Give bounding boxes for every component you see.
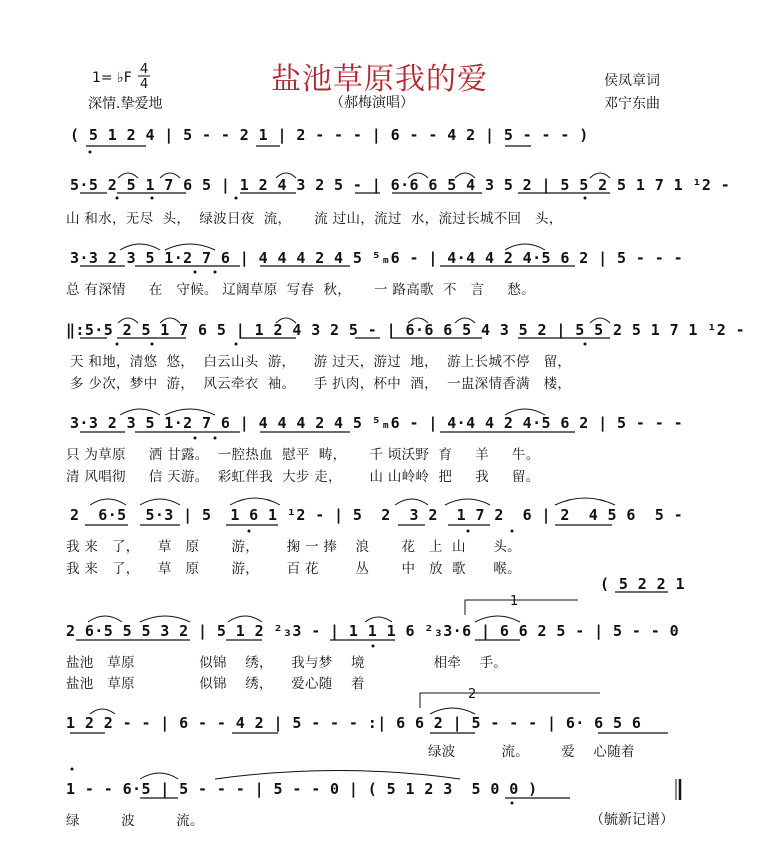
lyric-line-7a: 盐池 草原 似锦 绣， 我与梦 境 相牵 手。	[66, 655, 508, 671]
lyric-line-6a: 我 来 了， 草 原 游， 掬 一 捧 浪 花 上 山 头。	[66, 539, 521, 555]
score-line-5: 3·3 2 3 5 1·2 7 6 | 4 4 4 2 4 5 ⁵ₘ6 - | 4·4 4 2 4·5 6 2 | 5 - - -	[70, 414, 683, 432]
meter-bottom: 4	[140, 77, 149, 92]
score-line-6-pickup: ( 5 2 2 1	[600, 575, 685, 593]
score-line-9: 1 - - 6·5 | 5 - - - | 5 - - 0 | ( 5 1 2 3 5 0 0 )	[66, 780, 538, 798]
volta-2-label: 2	[468, 687, 477, 702]
score-line-2: 5·5 2 5 1 7 6 5 | 1 2 4 3 2 5 - | 6·6 6 5 4 3 5 2 | 5 5 2 5 1 7 1 ¹2 -	[70, 176, 731, 194]
lyric-line-9: 绿 波 流。	[66, 813, 204, 829]
score-line-3: 3·3 2 3 5 1·2 7 6 | 4 4 4 2 4 5 ⁵ₘ6 - | 4·4 4 2 4·5 6 2 | 5 - - -	[70, 249, 683, 267]
lyric-line-2: 山 和水，无尽 头， 绿波日夜 流， 流 过山，流过 水，流过长城不回 头，	[66, 211, 563, 227]
lyric-line-8: 绿波 流。 爱 心随着	[428, 744, 635, 760]
score-line-4: ‖:5·5 2 5 1 7 6 5 | 1 2 4 3 2 5 - | 6·6 6 5 4 3 5 2 | 5 5 2 5 1 7 1 ¹2 -	[66, 321, 746, 339]
meter-top: 4	[140, 62, 149, 77]
tempo-mood: 深情.挚爱地	[88, 96, 163, 112]
lyric-line-4b: 多 少次，梦中 游， 风云牵衣 袖。 手 扒肉，杯中 酒， 一盅深情香满 楼，	[70, 376, 572, 392]
key-signature: 1= ♭F	[92, 70, 132, 86]
score-line-1: ( 5 1 2 4 | 5 - - 2 1 | 2 - - - | 6 - - 4 2 | 5 - - - )	[70, 126, 589, 144]
lyric-line-7b: 盐池 草原 似锦 绣， 爱心随 着	[66, 676, 365, 692]
lyric-line-6b: 我 来 了， 草 原 游， 百 花 丛 中 放 歌 喉。	[66, 561, 521, 577]
lyric-line-4a: 天 和地，清悠 悠， 白云山头 游， 游 过天，游过 地， 游上长城不停 留，	[70, 354, 572, 370]
volta-1-label: 1	[510, 594, 519, 609]
lyric-line-5b: 清 风唱彻 信 天游。 彩虹伴我 大步 走， 山 山岭岭 把 我 留。	[66, 469, 540, 485]
lyricist-credit: 侯凤章词	[604, 73, 660, 89]
score-line-8: 1 2 2 - - | 6 - - 4 2 | 5 - - - :| 6 6 2 | 5 - - - | 6· 6 5 6	[66, 714, 642, 732]
lyric-line-3: 总 有深情 在 守候。 辽阔草原 写春 秋， 一 路高歌 不 言 愁。	[66, 282, 535, 298]
score-line-6: 2 6·5 5·3 | 5 1 6 1 ¹2 - | 5 2 3 2 1 7 2 6 | 2 4 5 6 5 -	[70, 506, 683, 524]
lyric-line-5a: 只 为草原 洒 甘露。 一腔热血 慰平 畴， 千 顷沃野 育 羊 牛。	[66, 447, 540, 463]
transcriber-credit: （毓新记谱）	[590, 812, 674, 828]
song-title: 盐池草原我的爱	[271, 62, 488, 97]
score-line-7: 2 6·5 5 5 3 2 | 5 1 2 ²₃3 - | 1 1 1 6 ²₃3·6 | 6 6 2 5 - | 5 - - 0	[66, 622, 679, 640]
composer-credit: 邓宁东曲	[604, 96, 660, 112]
performer-subtitle: （郝梅演唱）	[330, 95, 414, 111]
